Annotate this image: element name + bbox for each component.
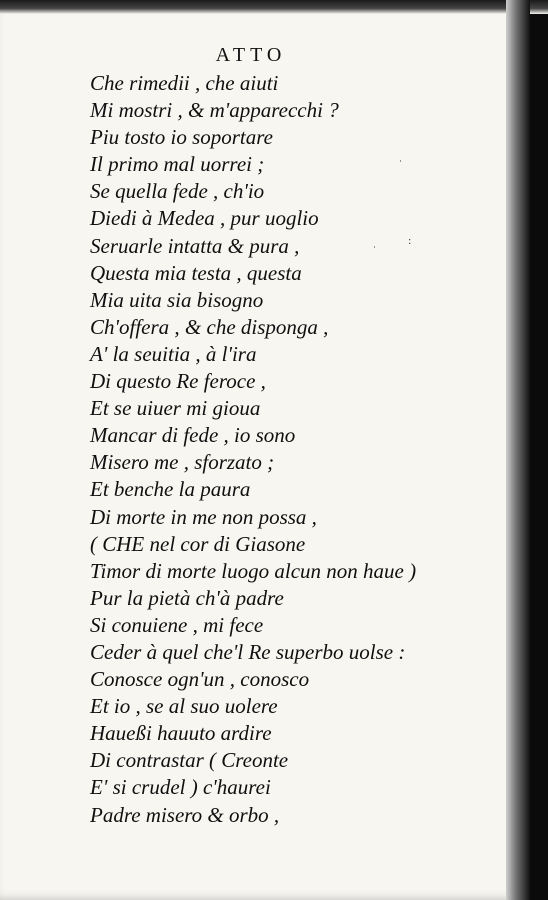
verse-line: ( CHE nel cor di Giasone	[90, 531, 306, 556]
verse-line: A' la seuitia , à l'ira	[90, 341, 257, 366]
bleed-through-speck: ˙	[372, 246, 377, 257]
verse-line: Et benche la paura	[90, 477, 251, 502]
verse-line: Diedi à Medea , pur uoglio	[90, 206, 319, 231]
verse-line: Se quella fede , ch'io	[90, 179, 265, 204]
verse-line: Timor di morte luogo alcun non haue )	[90, 558, 417, 583]
verse-line: Si conuiene , mi fece	[90, 612, 264, 637]
bleed-through-speck: :	[408, 236, 412, 247]
verse-line: Misero me , sforzato ;	[90, 450, 275, 475]
verse-line: Padre misero & orbo ,	[90, 802, 280, 827]
verse-line: Mancar di fede , io sono	[90, 423, 296, 448]
bleed-through-speck: ˙	[398, 160, 403, 171]
verse-line: Mi mostri , & m'apparecchi ?	[90, 98, 339, 123]
verse-line: Et se uiuer mi gioua	[90, 396, 261, 421]
verse-line: Conosce ogn'un , conosco	[90, 667, 310, 692]
verse-line: Pur la pietà ch'à padre	[90, 585, 284, 610]
running-header: ATTO	[215, 44, 287, 66]
verse-line: Di contrastar ( Creonte	[90, 748, 289, 773]
verse-line: Piu tosto io soportare	[90, 125, 273, 150]
verse-line: Ceder à quel che'l Re superbo uolse :	[90, 639, 406, 664]
verse-text	[90, 70, 510, 829]
verse-line: Seruarle intatta & pura ,	[90, 233, 300, 258]
verse-line: Di morte in me non possa ,	[90, 504, 317, 529]
verse-line: Di questo Re feroce ,	[90, 369, 266, 394]
verse-line: Haueßi hauuto ardire	[90, 721, 272, 746]
verse-line: Mia uita sia bisogno	[90, 287, 264, 312]
verse-line: Et io , se al suo uolere	[90, 694, 278, 719]
verse-line: Il primo mal uorrei ;	[90, 152, 265, 177]
verse-line: Ch'offera , & che disponga ,	[90, 314, 329, 339]
verse-line: Questa mia testa , questa	[90, 260, 302, 285]
verse-line: Che rimedii , che aiuti	[90, 71, 279, 95]
verse-line: E' si crudel ) c'haurei	[90, 775, 271, 800]
page-top-edge	[0, 0, 548, 14]
